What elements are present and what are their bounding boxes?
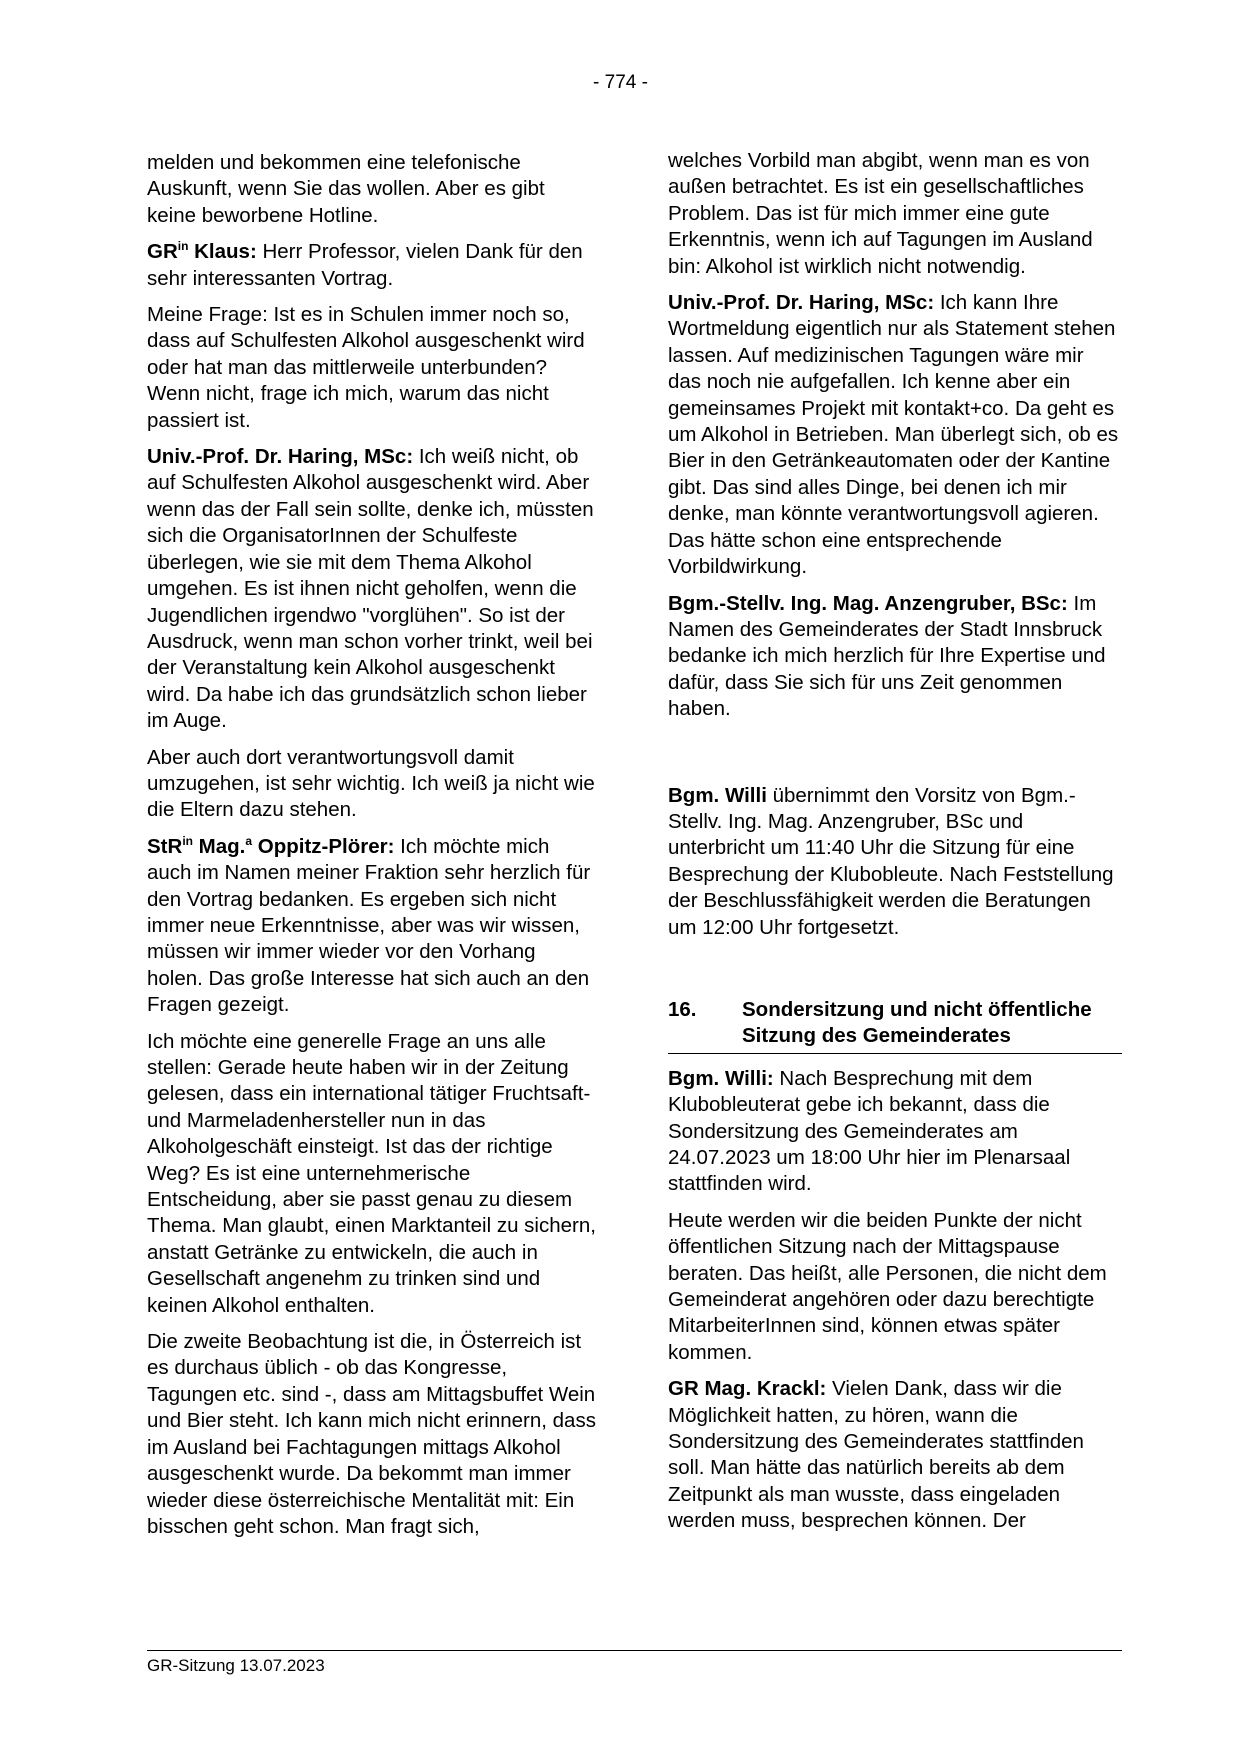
- speaker-name: Bgm. Willi: [668, 783, 767, 807]
- procedural-note: [668, 783, 1122, 941]
- paragraph: Die zweite Beobachtung ist die, in Österreich ist es durchaus üblich - ob das Kongresse, Tagungen etc. sind -, dass am Mittagsbuffet Wein und Bier steht. Ich kann mich nicht erinnern, dass im Ausland bei Fachtagungen mittags Alkohol ausgeschenkt wurde. Da bekommt man immer wieder diese österreichische Mentalität mit: Ein bisschen geht schon. Man fragt sich,: [147, 1330, 596, 1538]
- speaker-name: $GR^{in}$ Klaus:: [147, 239, 257, 264]
- speaker-name: GR Mag. Krackl:: [668, 1377, 827, 1401]
- footer-text: GR-Sitzung 13.07.2023: [147, 1656, 325, 1675]
- speech-text: Ich weiß nicht, ob auf Schulfesten Alkohol ausgeschenkt wird. Aber wenn das der Fall sein sollte, denke ich, müssten sich die OrganisatorInnen der Schulfeste überlegen, wie sie mit dem Thema Alkohol umgehen. Es ist ihnen nicht geholfen, wenn die Jugendlichen irgendwo "vorglühen". So ist der Ausdruck, wenn man schon vorher trinkt, weil bei der Veranstaltung kein Alkohol ausgeschenkt wird. Da habe ich das grundsätzlich schon lieber im Auge.: [147, 445, 594, 733]
- page-number: - 774 -: [593, 72, 648, 93]
- paragraph: Aber auch dort verantwortungsvoll damit umzugehen, ist sehr wichtig. Ich weiß ja nicht wie die Eltern dazu stehen.: [147, 745, 595, 822]
- speech-text: Nach Besprechung mit dem Klubobleuterat gebe ich bekannt, dass die Sondersitzung des Gemeinderates am 24.07.2023 um 18:00 Uhr hier im Plenarsaal stattfinden wird.: [668, 1066, 1071, 1196]
- speech-text: Im Namen des Gemeinderates der Stadt Innsbruck bedanke ich mich herzlich für Ihre Expertise und dafür, dass Sie sich für uns Zeit genommen haben.: [668, 591, 1106, 721]
- speech-paragraph: [147, 834, 597, 1019]
- speech-paragraph: [668, 1066, 1122, 1198]
- paragraph: melden und bekommen eine telefonische Auskunft, wenn Sie das wollen. Aber es gibt keine beworbene Hotline.: [147, 151, 545, 227]
- speaker-name: Bgm. Willi:: [668, 1066, 774, 1090]
- paragraph: Ich möchte eine generelle Frage an uns alle stellen: Gerade heute haben wir in der Zeitung gelesen, dass ein international tätiger Fruchtsaft- und Marmeladenhersteller nun in das Alkoholgeschäft einsteigt. Ist das der richtige Weg? Es ist eine unternehmerische Entscheidung, aber sie passt genau zu diesem Thema. Man glaubt, einen Marktanteil zu sichern, anstatt Getränke zu entwickeln, die auch in Gesellschaft angenehm zu trinken sind und keinen Alkohol enthalten.: [147, 1029, 596, 1317]
- speaker-name: Univ.-Prof. Dr. Haring, MSc:: [147, 445, 414, 469]
- speech-paragraph: [668, 1376, 1122, 1534]
- speaker-name: Univ.-Prof. Dr. Haring, MSc:: [668, 291, 935, 315]
- paragraph: Heute werden wir die beiden Punkte der nicht öffentlichen Sitzung nach der Mittagspause beraten. Das heißt, alle Personen, die nicht dem Gemeinderat angehören oder dazu berechtigte MitarbeiterInnen sind, können etwas später kommen.: [668, 1208, 1107, 1364]
- paragraph: Meine Frage: Ist es in Schulen immer noch so, dass auf Schulfesten Alkohol ausgeschenkt wird oder hat man das mittlerweile unterbunden? Wenn nicht, frage ich mich, warum das nicht passiert ist.: [147, 303, 585, 432]
- section-title: Sondersitzung und nicht öffentliche Sitzung des Gemeinderates: [742, 997, 1092, 1048]
- spacer: [668, 951, 1122, 997]
- speech-text: Herr Professor, vielen Dank für den sehr interessanten Vortrag.: [147, 240, 583, 290]
- speech-text: Ich kann Ihre Wortmeldung eigentlich nur als Statement stehen lassen. Auf medizinischen Tagungen wäre mir das noch nie aufgefallen. Ich kenne aber ein gemeinsames Projekt mit kontakt+co. Da geht es um Alkohol in Betrieben. Man überlegt sich, ob es Bier in den Getränkeautomaten oder der Kantine gibt. Das sind alles Dinge, bei denen ich mir denke, man könnte verantwortungsvoll agieren. Das hätte schon eine entsprechende Vorbildwirkung.: [668, 291, 1119, 579]
- section-number: 16.: [668, 997, 697, 1021]
- spacer: [668, 733, 1122, 783]
- speaker-name: Bgm.-Stellv. Ing. Mag. Anzengruber, BSc:: [668, 591, 1068, 615]
- paragraph: welches Vorbild man abgibt, wenn man es von außen betrachtet. Es ist ein gesellschaftliches Problem. Das ist für mich immer eine gute Erkenntnis, wenn ich auf Tagungen im Ausland bin: Alkohol ist wirklich nicht notwendig.: [668, 149, 1093, 278]
- footer-divider: [147, 1650, 1122, 1651]
- speech-text: Ich möchte mich auch im Namen meiner Fraktion sehr herzlich für den Vortrag bedanken. Es ergeben sich nicht immer neue Erkenntnisse, aber was wir wissen, müssen wir immer wieder vor den Vorhang holen. Das große Interesse hat sich auch an den Fragen gezeigt.: [147, 834, 591, 1017]
- note-text: übernimmt den Vorsitz von Bgm.-Stellv. Ing. Mag. Anzengruber, BSc und unterbricht um 11:40 Uhr die Sitzung für eine Besprechung der Klubobleute. Nach Feststellung der Beschlussfähigkeit werden die Beratungen um 12:00 Uhr fortgesetzt.: [668, 783, 1114, 939]
- speech-paragraph: [668, 290, 1122, 580]
- right-column: [668, 148, 1122, 1545]
- speech-paragraph: [147, 239, 597, 292]
- speaker-name: StR$^{in}$ Mag.$^a$ Oppitz-Plörer:: [147, 833, 395, 858]
- speech-paragraph: [668, 591, 1122, 723]
- speech-paragraph: [147, 444, 597, 734]
- section-heading: [668, 997, 1122, 1054]
- speech-text: Vielen Dank, dass wir die Möglichkeit hatten, zu hören, wann die Sondersitzung des Gemeinderates stattfinden soll. Man hätte das natürlich bereits ab dem Zeitpunkt als man wusste, dass eingeladen werden muss, besprechen können. Der: [668, 1377, 1084, 1533]
- left-column: [147, 150, 597, 1550]
